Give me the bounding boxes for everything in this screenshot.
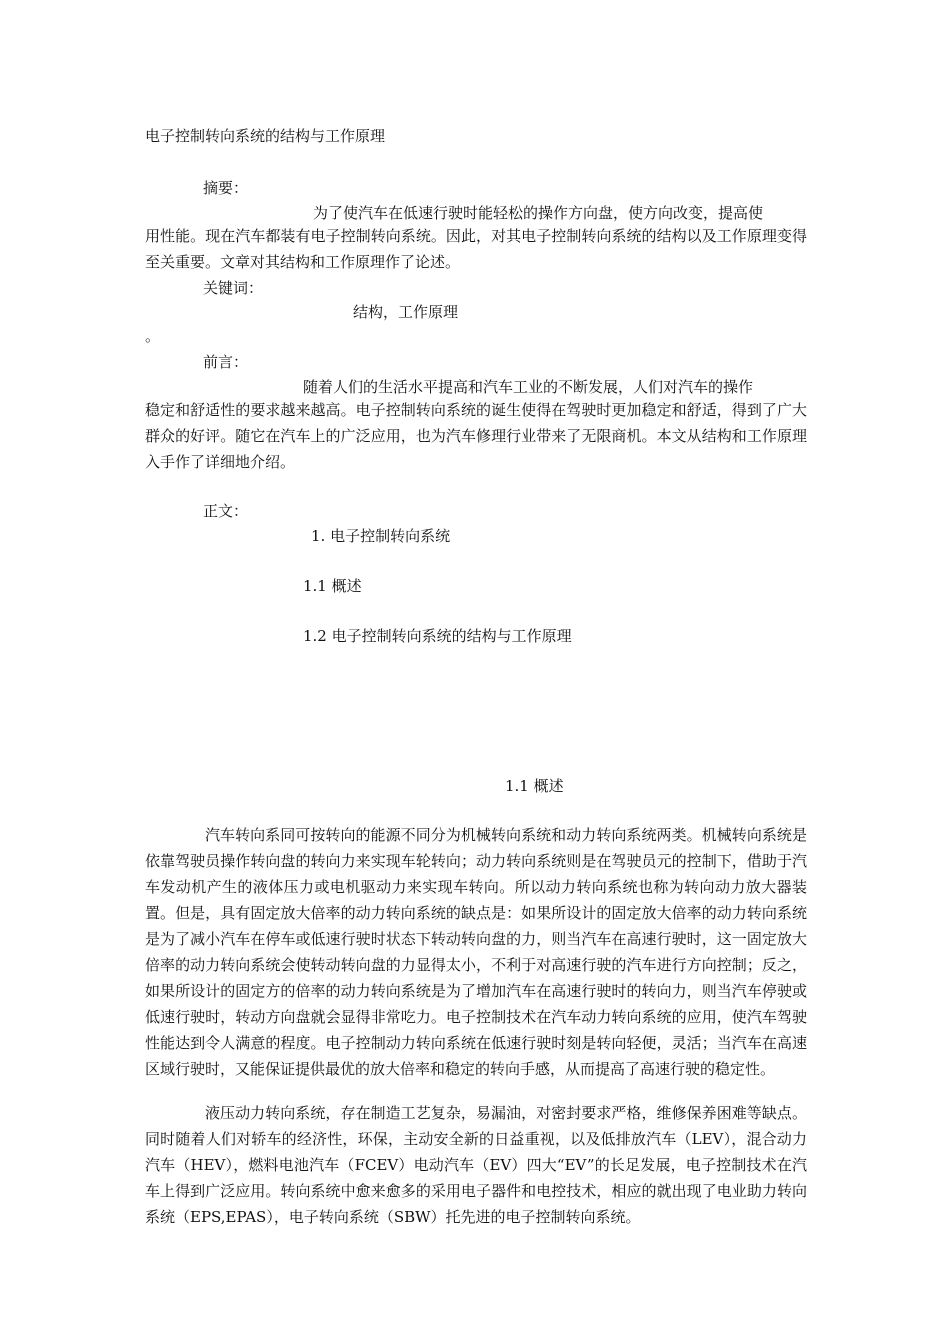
preface-first-line: 随着人们的生活水平提高和汽车工业的不断发展，人们对汽车的操作 (303, 378, 754, 396)
keywords-text: 结构，工作原理 (353, 303, 459, 321)
abstract-first-line: 为了使汽车在低速行驶时能轻松的操作方向盘，使方向改变，提高使 (313, 204, 764, 222)
toc-item-1-1: 1.1 概述 (303, 577, 362, 595)
abstract-text: 用性能。现在汽车都装有电子控制转向系统。因此，对其电子控制转向系统的结构以及工作原理变得至关重要。文章对其结构和工作原理作了论述。 (145, 227, 807, 271)
preface-label: 前言： (203, 353, 249, 371)
section-paragraph-2: 液压动力转向系统，存在制造工艺复杂，易漏油，对密封要求严格，维修保养困难等缺点。同时随着人们对轿车的经济性，环保，主动安全新的日益重视，以及低排放汽车（LEV），混合动力汽车（HEV），燃料电池汽车（FCEV）电动汽车（EV）四大“EV”的长足发展，电子控制技术在汽车上得到广泛应用。转向系统中愈来愈多的采用电子器件和电控技术，相应的就出现了电业助力转向系统（EPS,EPAS），电子转向系统（SBW）托先进的电子控制转向系统。 (145, 1104, 807, 1226)
section-heading: 1.1 概述 (505, 777, 564, 795)
keywords-label: 关键词： (203, 279, 264, 297)
toc-item-1-2: 1.2 电子控制转向系统的结构与工作原理 (303, 627, 572, 645)
section-paragraph-1: 汽车转向系同可按转向的能源不同分为机械转向系统和动力转向系统两类。机械转向系统是依靠驾驶员操作转向盘的转向力来实现车轮转向；动力转向系统则是在驾驶员元的控制下，借助于汽车发动机产生的液体压力或电机驱动力来实现车转向。所以动力转向系统也称为转向动力放大器装置。但是，具有固定放大倍率的动力转向系统的缺点是：如果所设计的固定放大倍率的动力转向系统是为了减小汽车在停车或低速行驶时状态下转动转向盘的力，则当汽车在高速行驶时，这一固定放大倍率的动力转向系统会使转动转向盘的力显得太小，不利于对高速行驶的汽车进行方向控制；反之，如果所设计的固定方的倍率的动力转向系统是为了增加汽车在高速行驶时的转向力，则当汽车停驶或低速行驶时，转动方向盘就会显得非常吃力。电子控制技术在汽车动力转向系统的应用，使汽车驾驶性能达到令人满意的程度。电子控制动力转向系统在低速行驶时刻是转向轻便，灵活；当汽车在高速区域行驶时，又能保证提供最优的放大倍率和稳定的转向手感，从而提高了高速行驶的稳定性。 (145, 826, 807, 1078)
document-title: 电子控制转向系统的结构与工作原理 (145, 127, 386, 145)
toc-item-1: 1. 电子控制转向系统 (311, 527, 451, 545)
preface-text: 稳定和舒适性的要求越来越高。电子控制转向系统的诞生使得在驾驶时更加稳定和舒适，得到了广大群众的好评。随它在汽车上的广泛应用，也为汽车修理行业带来了无限商机。本文从结构和工作原理入手作了详细地介绍。 (145, 401, 807, 471)
keywords-stray-period: 。 (145, 327, 161, 345)
abstract-label: 摘要： (203, 179, 249, 197)
body-label: 正文： (203, 502, 249, 520)
